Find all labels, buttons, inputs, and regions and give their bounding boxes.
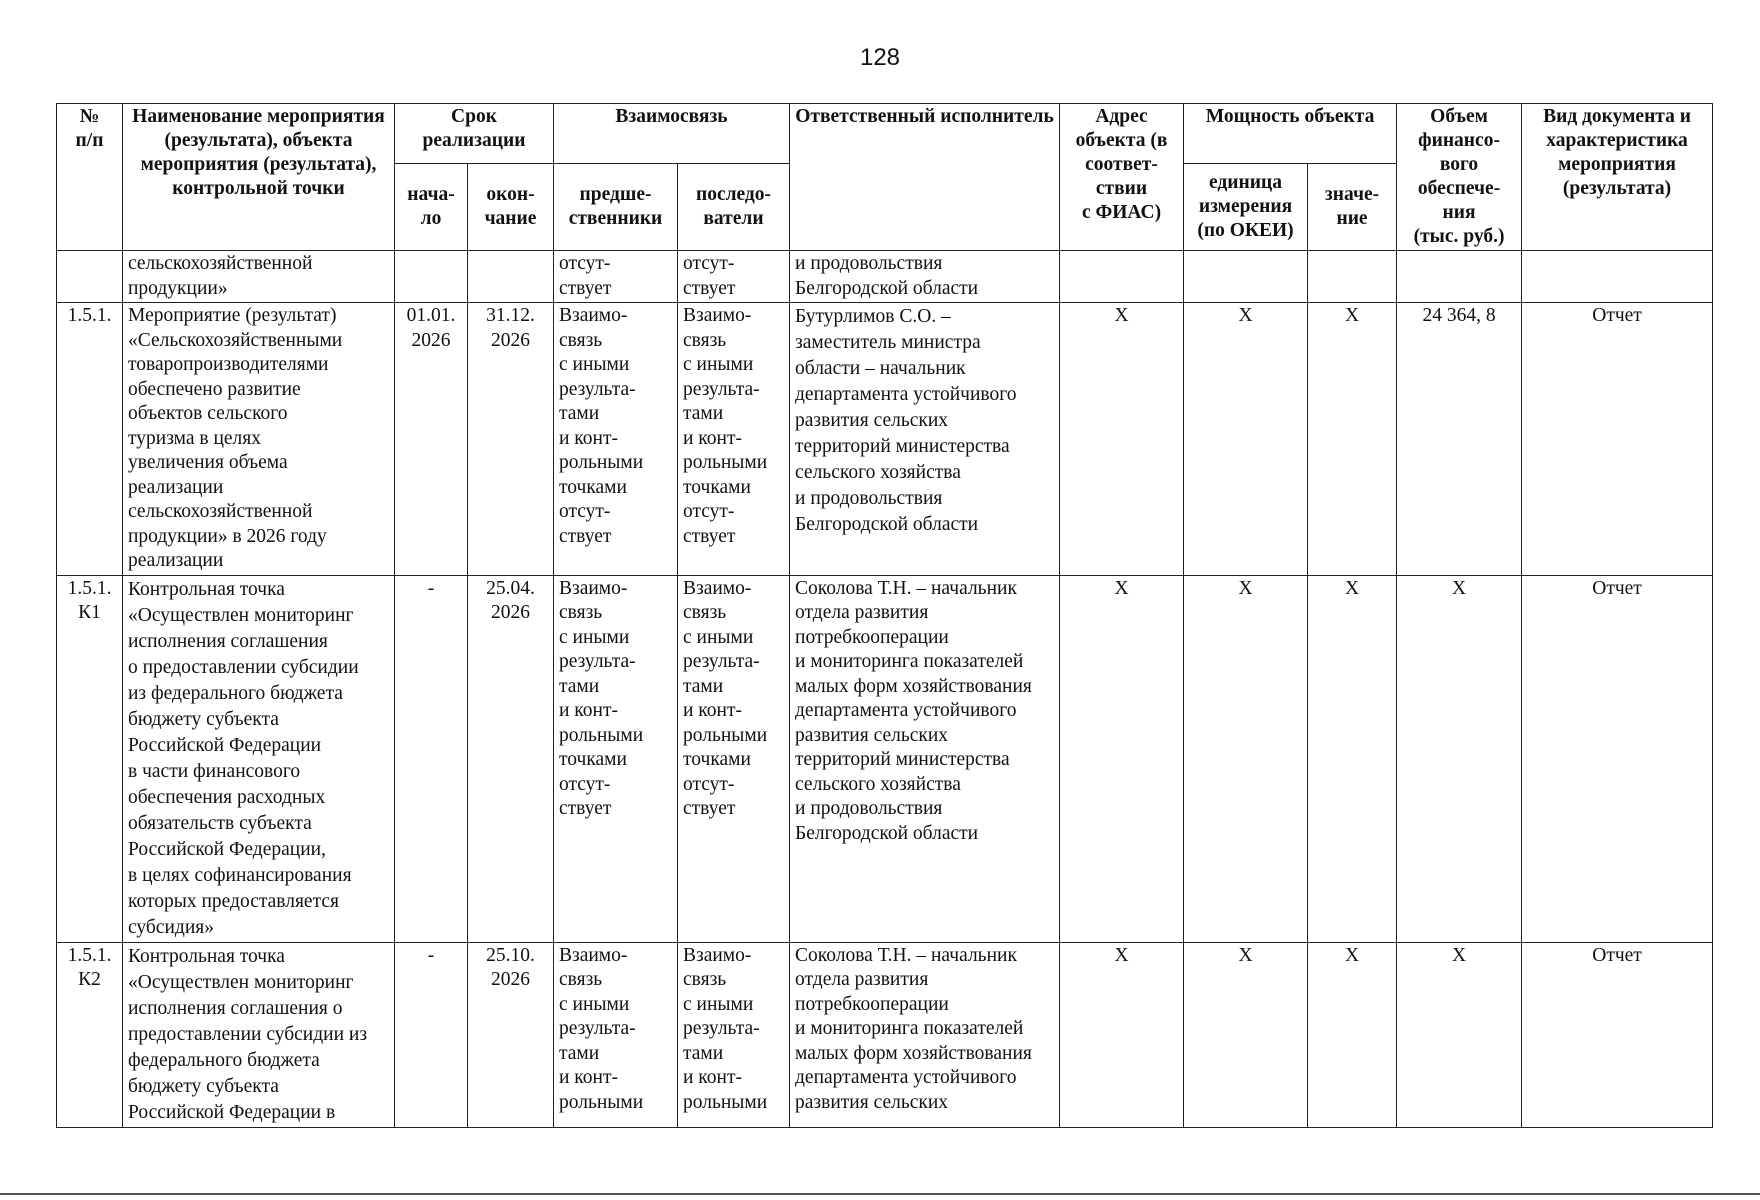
row-start: 01.01. 2026 xyxy=(395,303,468,576)
row-address: X xyxy=(1060,303,1184,576)
row-value: X xyxy=(1308,942,1397,1127)
row-finance xyxy=(1397,251,1522,303)
row-predecessors: Взаимо- связь с иными результа- тами и конт- рольными точками отсут- ствует xyxy=(554,303,678,576)
header-predecessors: предше- ственники xyxy=(554,163,678,251)
plan-table xyxy=(56,103,1713,1128)
header-period-end: окон- чание xyxy=(468,163,554,251)
row-value: X xyxy=(1308,575,1397,942)
row-end: 25.10. 2026 xyxy=(468,942,554,1127)
row-value: X xyxy=(1308,303,1397,576)
row-executor: Соколова Т.Н. – начальник отдела развития потребкооперации и мониторинга показателей малых форм хозяйствования департамента устойчивого развития сельских территорий министерства сельского хозяйства и продовольствия Белгородской области xyxy=(790,575,1060,942)
row-doc xyxy=(1522,251,1713,303)
row-address xyxy=(1060,251,1184,303)
table-row xyxy=(57,303,1713,576)
header-doc: Вид документа и характеристика мероприятия (результата) xyxy=(1522,104,1713,251)
table-row xyxy=(57,575,1713,942)
row-unit: X xyxy=(1184,942,1308,1127)
row-num: 1.5.1. К1 xyxy=(57,575,123,942)
row-executor: и продовольствия Белгородской области xyxy=(790,251,1060,303)
header-period: Срок реализации xyxy=(395,104,554,164)
page-number: 128 xyxy=(859,44,901,71)
row-num xyxy=(57,251,123,303)
header-executor: Ответственный исполнитель xyxy=(790,104,1060,251)
row-unit xyxy=(1184,251,1308,303)
row-end: 31.12. 2026 xyxy=(468,303,554,576)
row-successors: Взаимо- связь с иными результа- тами и конт- рольными xyxy=(678,942,790,1127)
header-relation: Взаимосвязь xyxy=(554,104,790,164)
header-address: Адрес объекта (в соответ- ствии с ФИАС) xyxy=(1060,104,1184,251)
table-row xyxy=(57,942,1713,1127)
header-num: № п/п xyxy=(57,104,123,251)
row-name: Контрольная точка «Осуществлен мониторинг исполнения соглашения о предоставлении субсидии из федерального бюджета бюджету субъекта Российской Федерации в части финансового обеспечения расходных обязательств субъекта Российской Федерации, в целях софинансирования которых предоставляется субсидия» xyxy=(123,575,395,942)
row-predecessors: Взаимо- связь с иными результа- тами и конт- рольными xyxy=(554,942,678,1127)
header-successors: последо- ватели xyxy=(678,163,790,251)
row-finance: 24 364, 8 xyxy=(1397,303,1522,576)
row-successors: Взаимо- связь с иными результа- тами и конт- рольными точками отсут- ствует xyxy=(678,575,790,942)
row-doc: Отчет xyxy=(1522,303,1713,576)
row-name: сельскохозяйственной продукции» xyxy=(123,251,395,303)
row-value xyxy=(1308,251,1397,303)
row-unit: X xyxy=(1184,303,1308,576)
row-address: X xyxy=(1060,942,1184,1127)
row-start xyxy=(395,251,468,303)
row-name: Контрольная точка «Осуществлен мониторинг исполнения соглашения о предоставлении субсидии из федерального бюджета бюджету субъекта Российской Федерации в xyxy=(123,942,395,1127)
row-doc: Отчет xyxy=(1522,942,1713,1127)
row-executor: Бутурлимов С.О. – заместитель министра области – начальник департамента устойчивого развития сельских территорий министерства сельского хозяйства и продовольствия Белгородской области xyxy=(790,303,1060,576)
row-predecessors: Взаимо- связь с иными результа- тами и конт- рольными точками отсут- ствует xyxy=(554,575,678,942)
row-doc: Отчет xyxy=(1522,575,1713,942)
header-value: значе- ние xyxy=(1308,163,1397,251)
row-start: - xyxy=(395,575,468,942)
row-name: Мероприятие (результат) «Сельскохозяйственными товаропроизводителями обеспечено развитие объектов сельского туризма в целях увеличения объема реализации сельскохозяйственной продукции» в 2026 году реализации xyxy=(123,303,395,576)
row-finance: X xyxy=(1397,575,1522,942)
row-successors: Взаимо- связь с иными результа- тами и конт- рольными точками отсут- ствует xyxy=(678,303,790,576)
row-finance: X xyxy=(1397,942,1522,1127)
row-num: 1.5.1. К2 xyxy=(57,942,123,1127)
row-executor: Соколова Т.Н. – начальник отдела развития потребкооперации и мониторинга показателей малых форм хозяйствования департамента устойчивого развития сельских xyxy=(790,942,1060,1127)
header-unit: единица измерения (по ОКЕИ) xyxy=(1184,163,1308,251)
row-address: X xyxy=(1060,575,1184,942)
header-period-start: нача- ло xyxy=(395,163,468,251)
page-bottom-rule xyxy=(0,1193,1760,1195)
header-name: Наименование мероприятия (результата), объекта мероприятия (результата), контрольной точки xyxy=(123,104,395,251)
row-start: - xyxy=(395,942,468,1127)
row-num: 1.5.1. xyxy=(57,303,123,576)
table-row xyxy=(57,251,1713,303)
row-unit: X xyxy=(1184,575,1308,942)
row-predecessors: отсут- ствует xyxy=(554,251,678,303)
row-end xyxy=(468,251,554,303)
header-capacity: Мощность объекта xyxy=(1184,104,1397,164)
row-successors: отсут- ствует xyxy=(678,251,790,303)
header-finance: Объем финансо- вого обеспече- ния (тыс. руб.) xyxy=(1397,104,1522,251)
table-header xyxy=(57,104,1713,251)
row-end: 25.04. 2026 xyxy=(468,575,554,942)
